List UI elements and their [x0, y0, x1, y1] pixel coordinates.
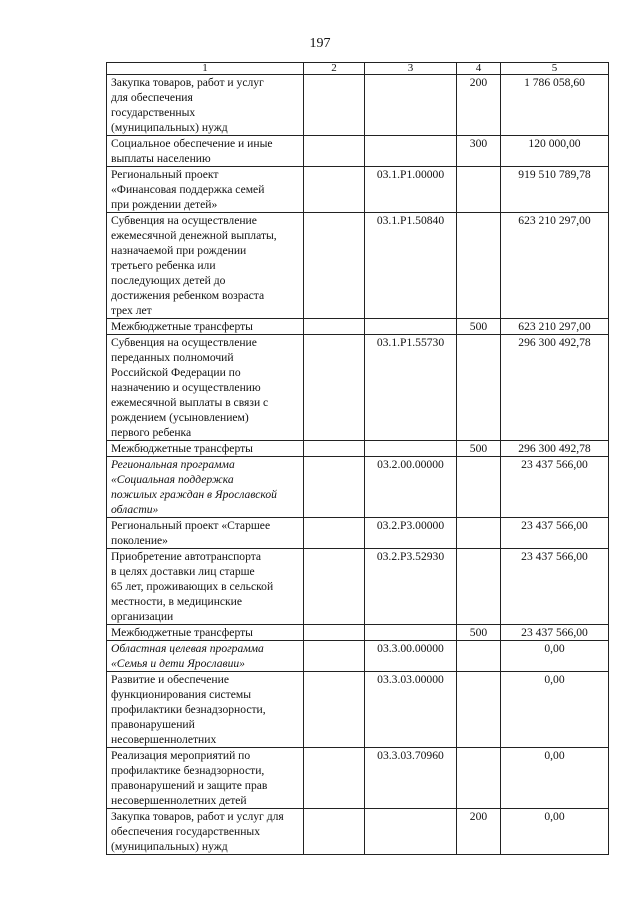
row-col-2 — [304, 672, 365, 748]
table-row — [107, 441, 609, 457]
row-description — [107, 518, 304, 549]
table-row — [107, 625, 609, 641]
row-amount: 23 437 566,00 — [501, 518, 609, 549]
description-line: области» — [111, 503, 159, 516]
header-cell-3: 3 — [365, 63, 457, 75]
row-expense-type: 300 — [457, 136, 501, 167]
row-description — [107, 641, 304, 672]
row-target-code — [365, 625, 457, 641]
row-amount: 296 300 492,78 — [501, 335, 609, 441]
description-line: Межбюджетные трансферты — [111, 320, 253, 333]
header-row — [107, 63, 609, 75]
page-number: 197 — [309, 36, 331, 51]
description-line: (муниципальных) нужд — [111, 840, 228, 853]
row-target-code: 03.1.Р1.00000 — [365, 167, 457, 213]
description-line: правонарушений — [111, 718, 195, 731]
description-line: Региональный проект «Старшее — [111, 519, 271, 532]
description-line: Российской Федерации по — [111, 366, 241, 379]
row-expense-type: 500 — [457, 319, 501, 335]
description-line: Региональная программа — [111, 458, 235, 471]
row-expense-type — [457, 641, 501, 672]
row-target-code: 03.2.00.00000 — [365, 457, 457, 518]
row-description — [107, 319, 304, 335]
row-target-code: 03.1.Р1.50840 — [365, 213, 457, 319]
row-description — [107, 167, 304, 213]
description-line: третьего ребенка или — [111, 259, 216, 272]
description-line: для обеспечения — [111, 91, 193, 104]
description-line: организации — [111, 610, 174, 623]
row-amount: 0,00 — [501, 641, 609, 672]
description-line: назначаемой при рождении — [111, 244, 247, 257]
row-amount: 0,00 — [501, 809, 609, 855]
row-target-code: 03.1.Р1.55730 — [365, 335, 457, 441]
description-line: Областная целевая программа — [111, 642, 264, 655]
row-col-2 — [304, 748, 365, 809]
description-line: обеспечения государственных — [111, 825, 261, 838]
row-amount: 120 000,00 — [501, 136, 609, 167]
table-row — [107, 748, 609, 809]
description-line: «Социальная поддержка — [111, 473, 234, 486]
description-line: ежемесячной денежной выплаты, — [111, 229, 277, 242]
description-line: ежемесячной выплаты в связи с — [111, 396, 269, 409]
row-description — [107, 549, 304, 625]
row-target-code: 03.2.Р3.00000 — [365, 518, 457, 549]
description-line: «Семья и дети Ярославии» — [111, 657, 245, 670]
description-line: 65 лет, проживающих в сельской — [111, 580, 274, 593]
description-line: правонарушений и защите прав — [111, 779, 268, 792]
row-expense-type — [457, 457, 501, 518]
table-row — [107, 672, 609, 748]
row-amount: 296 300 492,78 — [501, 441, 609, 457]
description-line: государственных — [111, 106, 196, 119]
description-line: «Финансовая поддержка семей — [111, 183, 265, 196]
description-line: пожилых граждан в Ярославской — [111, 488, 277, 501]
table-row — [107, 167, 609, 213]
row-description — [107, 672, 304, 748]
row-col-2 — [304, 167, 365, 213]
row-col-2 — [304, 335, 365, 441]
description-line: трех лет — [111, 304, 152, 317]
header-cell-5: 5 — [501, 63, 609, 75]
description-line: Межбюджетные трансферты — [111, 442, 253, 455]
row-target-code — [365, 136, 457, 167]
row-target-code: 03.2.Р3.52930 — [365, 549, 457, 625]
row-col-2 — [304, 441, 365, 457]
row-expense-type: 500 — [457, 625, 501, 641]
row-description — [107, 441, 304, 457]
description-line: Субвенция на осуществление — [111, 214, 257, 227]
row-description — [107, 748, 304, 809]
row-description — [107, 213, 304, 319]
row-amount: 23 437 566,00 — [501, 549, 609, 625]
row-amount: 623 210 297,00 — [501, 213, 609, 319]
row-expense-type — [457, 335, 501, 441]
row-expense-type — [457, 549, 501, 625]
table-row — [107, 335, 609, 441]
row-amount: 919 510 789,78 — [501, 167, 609, 213]
description-line: Межбюджетные трансферты — [111, 626, 253, 639]
row-target-code — [365, 441, 457, 457]
description-line: Региональный проект — [111, 168, 219, 181]
row-col-2 — [304, 136, 365, 167]
row-amount: 623 210 297,00 — [501, 319, 609, 335]
row-amount: 0,00 — [501, 672, 609, 748]
row-target-code: 03.3.00.00000 — [365, 641, 457, 672]
row-description — [107, 625, 304, 641]
table-row — [107, 641, 609, 672]
description-line: переданных полномочий — [111, 351, 234, 364]
description-line: Реализация мероприятий по — [111, 749, 251, 762]
description-line: назначению и осуществлению — [111, 381, 261, 394]
row-col-2 — [304, 319, 365, 335]
row-description — [107, 136, 304, 167]
row-col-2 — [304, 213, 365, 319]
header-cell-2: 2 — [304, 63, 365, 75]
description-line: поколение» — [111, 534, 168, 547]
description-line: первого ребенка — [111, 426, 192, 439]
row-col-2 — [304, 625, 365, 641]
description-line: несовершеннолетних — [111, 733, 217, 746]
description-line: рождением (усыновлением) — [111, 411, 249, 424]
row-description — [107, 335, 304, 441]
row-expense-type — [457, 672, 501, 748]
description-line: выплаты населению — [111, 152, 211, 165]
row-col-2 — [304, 809, 365, 855]
row-expense-type: 200 — [457, 75, 501, 136]
table-row — [107, 518, 609, 549]
description-line: Закупка товаров, работ и услуг — [111, 76, 264, 89]
row-amount: 0,00 — [501, 748, 609, 809]
row-col-2 — [304, 641, 365, 672]
table-row — [107, 319, 609, 335]
header-cell-4: 4 — [457, 63, 501, 75]
row-amount: 23 437 566,00 — [501, 457, 609, 518]
row-target-code: 03.3.03.00000 — [365, 672, 457, 748]
description-line: несовершеннолетних детей — [111, 794, 247, 807]
description-line: в целях доставки лиц старше — [111, 565, 255, 578]
row-description — [107, 457, 304, 518]
description-line: профилактики безнадзорности, — [111, 703, 266, 716]
row-description — [107, 75, 304, 136]
row-col-2 — [304, 457, 365, 518]
row-target-code — [365, 319, 457, 335]
row-expense-type: 500 — [457, 441, 501, 457]
header-cell-1: 1 — [107, 63, 304, 75]
row-col-2 — [304, 75, 365, 136]
description-line: Развитие и обеспечение — [111, 673, 229, 686]
table-body — [107, 75, 609, 855]
description-line: Социальное обеспечение и иные — [111, 137, 273, 150]
description-line: профилактике безнадзорности, — [111, 764, 265, 777]
table-row — [107, 213, 609, 319]
table-row — [107, 549, 609, 625]
description-line: функционирования системы — [111, 688, 252, 701]
budget-table — [106, 62, 609, 855]
row-expense-type — [457, 167, 501, 213]
row-col-2 — [304, 549, 365, 625]
row-col-2 — [304, 518, 365, 549]
row-amount: 23 437 566,00 — [501, 625, 609, 641]
row-amount: 1 786 058,60 — [501, 75, 609, 136]
row-target-code — [365, 75, 457, 136]
description-line: последующих детей до — [111, 274, 226, 287]
description-line: (муниципальных) нужд — [111, 121, 228, 134]
description-line: Закупка товаров, работ и услуг для — [111, 810, 284, 823]
description-line: местности, в медицинские — [111, 595, 243, 608]
row-target-code: 03.3.03.70960 — [365, 748, 457, 809]
table-row — [107, 75, 609, 136]
table-row — [107, 457, 609, 518]
table-row — [107, 136, 609, 167]
description-line: Субвенция на осуществление — [111, 336, 257, 349]
description-line: при рождении детей» — [111, 198, 218, 211]
row-expense-type — [457, 213, 501, 319]
description-line: Приобретение автотранспорта — [111, 550, 262, 563]
row-expense-type — [457, 748, 501, 809]
row-expense-type — [457, 518, 501, 549]
row-target-code — [365, 809, 457, 855]
row-description — [107, 809, 304, 855]
table-row — [107, 809, 609, 855]
row-expense-type: 200 — [457, 809, 501, 855]
description-line: достижения ребенком возраста — [111, 289, 265, 302]
